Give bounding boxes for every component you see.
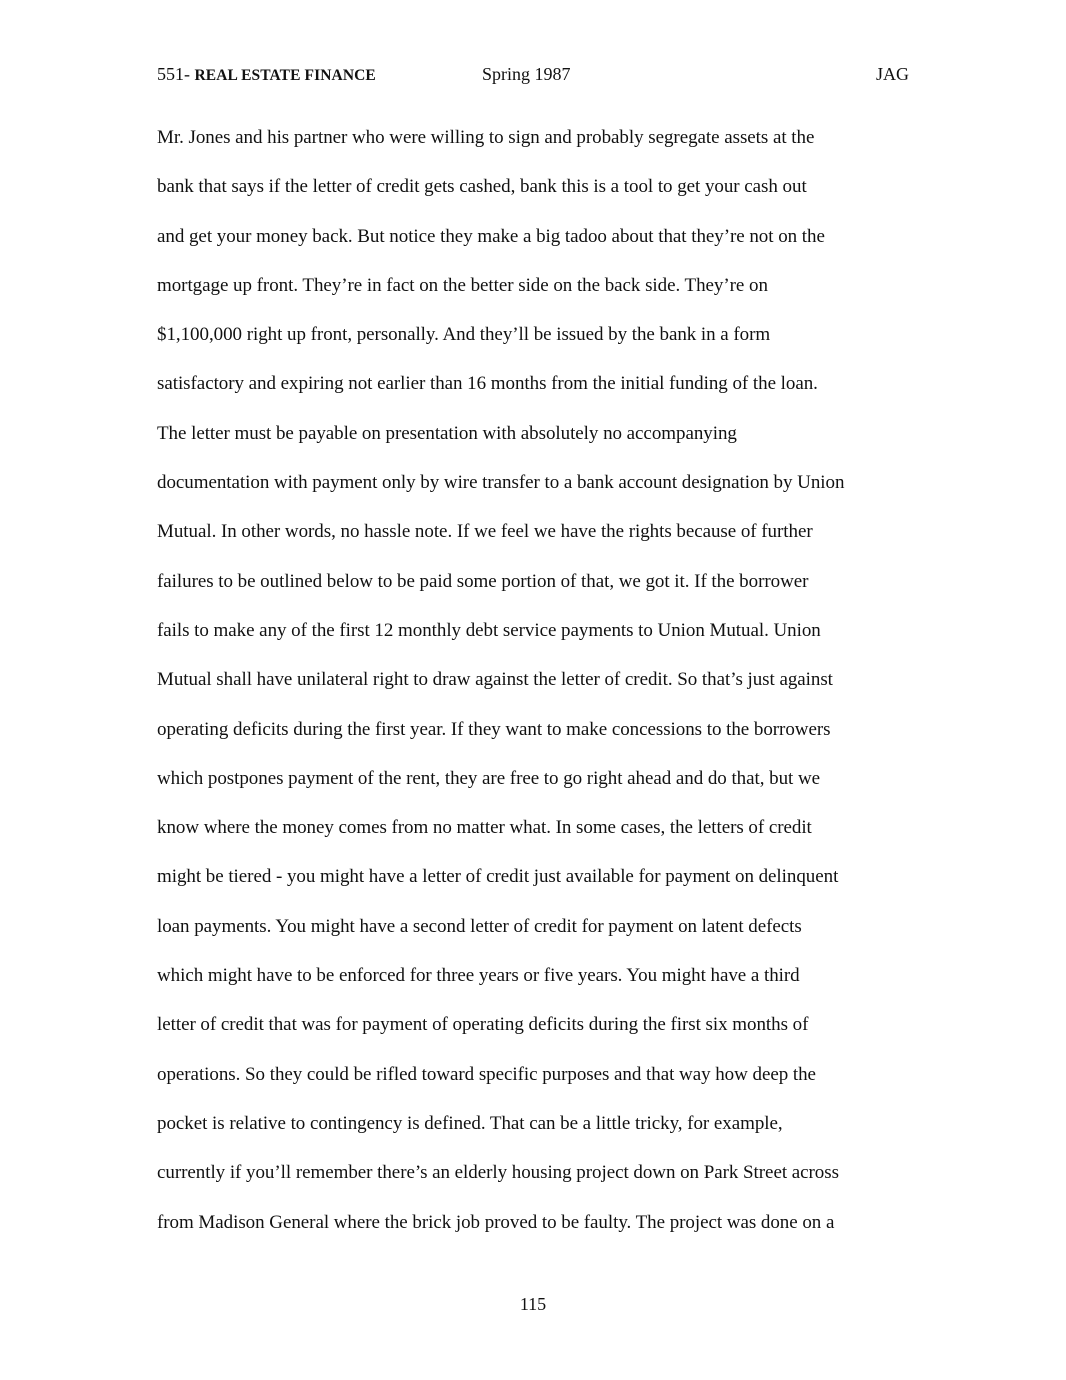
body-line: The letter must be payable on presentation with absolutely no accompanying (157, 422, 737, 444)
page-header (157, 64, 909, 90)
body-line: and get your money back. But notice they make a big tadoo about that they’re not on the (157, 225, 825, 247)
course-title: REAL ESTATE FINANCE (194, 67, 376, 84)
body-line: letter of credit that was for payment of operating deficits during the first six months of (157, 1014, 809, 1036)
body-line: documentation with payment only by wire transfer to a bank account designation by Union (157, 472, 845, 494)
body-line: operating deficits during the first year. If they want to make concessions to the borrowers (157, 718, 831, 740)
page-number: 115 (519, 1294, 547, 1314)
body-line: Mr. Jones and his partner who were willing to sign and probably segregate assets at the (157, 127, 815, 148)
body-line: Mutual. In other words, no hassle note. If we feel we have the rights because of further (157, 521, 813, 543)
body-line: might be tiered - you might have a letter of credit just available for payment on delinquent (157, 866, 839, 888)
body-line: pocket is relative to contingency is defined. That can be a little tricky, for example, (157, 1112, 783, 1134)
author-initials: JAG (875, 64, 909, 84)
course-number: 551- (157, 64, 190, 84)
body-line: which might have to be enforced for three years or five years. You might have a third (157, 965, 800, 987)
course-heading (157, 64, 376, 85)
body-line: fails to make any of the first 12 monthly debt service payments to Union Mutual. Union (157, 619, 821, 641)
body-line: loan payments. You might have a second letter of credit for payment on latent defects (157, 915, 802, 937)
body-line: Mutual shall have unilateral right to draw against the letter of credit. So that’s just against (157, 669, 833, 691)
body-line: from Madison General where the brick job proved to be faulty. The project was done on a (157, 1211, 835, 1233)
body-line: $1,100,000 right up front, personally. And they’ll be issued by the bank in a form (157, 324, 771, 346)
body-line: know where the money comes from no matter what. In some cases, the letters of credit (157, 817, 812, 839)
body-line: failures to be outlined below to be paid some portion of that, we got it. If the borrower (157, 570, 809, 592)
body-line: satisfactory and expiring not earlier than 16 months from the initial funding of the loan. (157, 373, 818, 395)
body-line: operations. So they could be rifled toward specific purposes and that way how deep the (157, 1063, 816, 1085)
body-line: currently if you’ll remember there’s an elderly housing project down on Park Street across (157, 1162, 839, 1184)
body-line: which postpones payment of the rent, they are free to go right ahead and do that, but we (157, 767, 821, 789)
body-text (157, 122, 917, 1256)
body-line: bank that says if the letter of credit gets cashed, bank this is a tool to get your cash out (157, 176, 807, 198)
body-line: mortgage up front. They’re in fact on the better side on the back side. They’re on (157, 274, 768, 296)
term: Spring 1987 (482, 64, 571, 84)
